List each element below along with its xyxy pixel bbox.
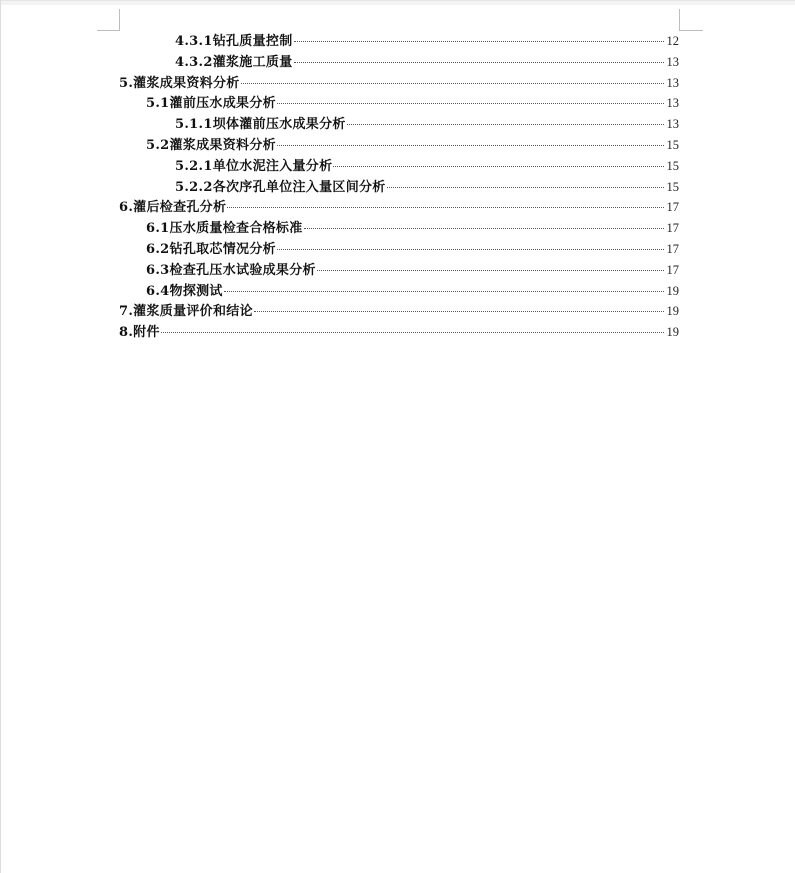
toc-entry[interactable] xyxy=(119,177,679,198)
toc-entry[interactable] xyxy=(119,239,679,260)
toc-entry-title: 6.2钻孔取芯情况分析 xyxy=(146,241,276,257)
toc-dot-leader xyxy=(277,103,664,104)
toc-dot-leader xyxy=(317,270,664,271)
toc-dot-leader xyxy=(277,249,664,250)
toc-dot-leader xyxy=(304,228,664,229)
crop-mark-top-right-vertical xyxy=(679,9,680,31)
toc-dot-leader xyxy=(161,332,664,333)
toc-dot-leader xyxy=(277,145,664,146)
toc-page-number: 13 xyxy=(666,54,679,69)
toc-dot-leader xyxy=(227,207,664,208)
crop-mark-top-left-vertical xyxy=(119,9,120,31)
toc-dot-leader xyxy=(294,41,665,42)
toc-page-number: 13 xyxy=(666,96,679,111)
toc-entry[interactable] xyxy=(119,322,679,343)
toc-page-number: 17 xyxy=(666,262,679,277)
toc-entry-title: 5.2.1单位水泥注入量分析 xyxy=(175,158,333,174)
toc-entry-title: 7.灌浆质量评价和结论 xyxy=(119,304,253,320)
toc-page-number: 15 xyxy=(666,158,679,173)
toc-entry-title: 4.3.2灌浆施工质量 xyxy=(175,54,293,70)
toc-entry[interactable] xyxy=(119,31,679,52)
toc-page-number: 17 xyxy=(666,200,679,215)
table-of-contents xyxy=(119,31,679,343)
toc-page-number: 19 xyxy=(666,283,679,298)
toc-entry-title: 5.1灌前压水成果分析 xyxy=(146,96,276,112)
toc-page-number: 17 xyxy=(666,241,679,256)
toc-entry-title: 6.4物探测试 xyxy=(146,283,223,299)
toc-dot-leader xyxy=(294,62,665,63)
toc-entry[interactable] xyxy=(119,156,679,177)
toc-dot-leader xyxy=(254,311,664,312)
toc-entry-title: 5.2灌浆成果资料分析 xyxy=(146,137,276,153)
toc-dot-leader xyxy=(241,83,664,84)
toc-page-number: 15 xyxy=(666,179,679,194)
page-top-edge xyxy=(1,1,795,5)
crop-mark-top-left-horizontal xyxy=(97,30,120,31)
toc-entry[interactable] xyxy=(119,135,679,156)
toc-entry[interactable] xyxy=(119,197,679,218)
toc-dot-leader xyxy=(347,124,664,125)
toc-entry[interactable] xyxy=(119,281,679,302)
toc-page-number: 19 xyxy=(666,325,679,340)
toc-entry[interactable] xyxy=(119,93,679,114)
toc-entry[interactable] xyxy=(119,114,679,135)
toc-page-number: 13 xyxy=(666,75,679,90)
toc-entry[interactable] xyxy=(119,301,679,322)
toc-page-number: 15 xyxy=(666,137,679,152)
toc-entry-title: 4.3.1钻孔质量控制 xyxy=(175,34,293,49)
toc-entry[interactable] xyxy=(119,260,679,281)
toc-dot-leader xyxy=(333,166,664,167)
toc-entry[interactable] xyxy=(119,218,679,239)
toc-entry[interactable] xyxy=(119,73,679,94)
toc-entry-title: 5.灌浆成果资料分析 xyxy=(119,75,240,91)
toc-page-number: 19 xyxy=(666,304,679,319)
toc-dot-leader xyxy=(224,291,664,292)
toc-entry-title: 5.1.1坝体灌前压水成果分析 xyxy=(175,117,346,133)
toc-page-number: 13 xyxy=(666,117,679,132)
toc-entry-title: 5.2.2各次序孔单位注入量区间分析 xyxy=(175,179,386,195)
toc-page-number: 12 xyxy=(666,34,679,48)
crop-mark-top-right-horizontal xyxy=(679,30,703,31)
toc-entry-title: 6.3检查孔压水试验成果分析 xyxy=(146,262,316,278)
toc-entry-title: 8.附件 xyxy=(119,325,160,341)
toc-page-number: 17 xyxy=(666,221,679,236)
toc-entry-title: 6.灌后检查孔分析 xyxy=(119,200,227,216)
toc-entry-title: 6.1压水质量检查合格标准 xyxy=(146,221,303,237)
toc-dot-leader xyxy=(387,187,664,188)
toc-entry[interactable] xyxy=(119,52,679,73)
